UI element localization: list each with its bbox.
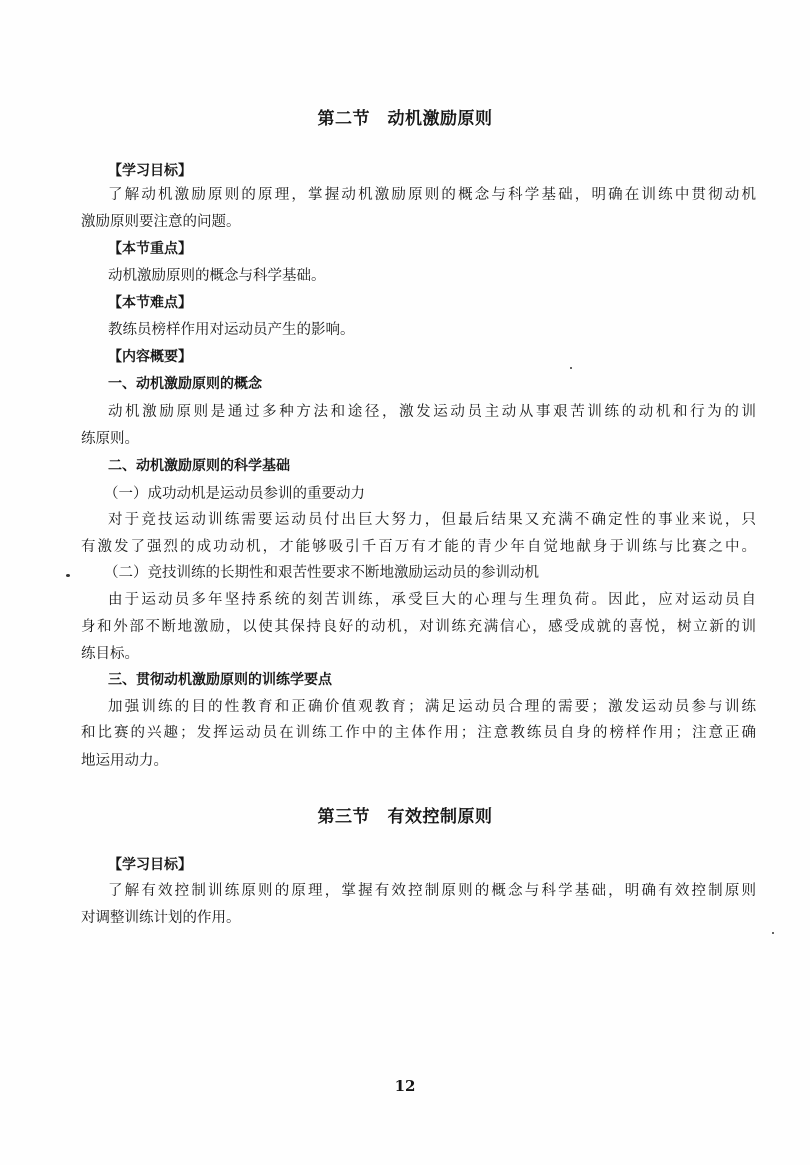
paragraph-line: 和比赛的兴趣；发挥运动员在训练工作中的主体作用；注意教练员自身的榜样作用；注意正确 xyxy=(81,725,756,741)
subheading-1: 一、动机激励原则的概念 xyxy=(108,376,262,392)
paragraph-line: 练原则。 xyxy=(81,431,139,447)
paragraph-line: 由于运动员多年坚持系统的刻苦训练，承受巨大的心理与生理负荷。因此，应对运动员自 xyxy=(108,592,756,608)
subheading-2: 二、动机激励原则的科学基础 xyxy=(108,458,290,474)
objective-text-line: 激励原则要注意的问题。 xyxy=(81,214,241,230)
scan-speck xyxy=(66,574,70,577)
objective-text-line: 对调整训练计划的作用。 xyxy=(81,910,241,926)
objective-heading: 【学习目标】 xyxy=(108,163,192,179)
sub-subheading-1: （一）成功动机是运动员参训的重要动力 xyxy=(104,486,365,502)
scan-speck xyxy=(570,367,572,369)
paragraph-line: 加强训练的目的性教育和正确价值观教育；满足运动员合理的需要；激发运动员参与训练 xyxy=(108,699,756,715)
paragraph-line: 对于竞技运动训练需要运动员付出巨大努力，但最后结果又充满不确定性的事业来说，只 xyxy=(108,512,756,528)
section-title-3: 第三节 有效控制原则 xyxy=(317,807,493,827)
summary-heading: 【内容概要】 xyxy=(108,349,192,365)
paragraph-line: 有激发了强烈的成功动机，才能够吸引千百万有才能的青少年自觉地献身于训练与比赛之中。 xyxy=(81,539,756,555)
paragraph-line: 动机激励原则是通过多种方法和途径，激发运动员主动从事艰苦训练的动机和行为的训 xyxy=(108,404,756,420)
objective-text-line: 了解动机激励原则的原理，掌握动机激励原则的概念与科学基础，明确在训练中贯彻动机 xyxy=(108,187,756,203)
difficulty-text: 教练员榜样作用对运动员产生的影响。 xyxy=(108,322,355,338)
subheading-3: 三、贯彻动机激励原则的训练学要点 xyxy=(108,672,332,688)
paragraph-line: 地运用动力。 xyxy=(81,753,168,769)
sub-subheading-2: （二）竞技训练的长期性和艰苦性要求不断地激励运动员的参训动机 xyxy=(104,565,539,581)
paragraph-line: 身和外部不断地激励，以使其保持良好的动机，对训练充满信心，感受成就的喜悦，树立新的训 xyxy=(81,619,756,635)
key-point-text: 动机激励原则的概念与科学基础。 xyxy=(108,268,326,284)
page-number: 12 xyxy=(394,1077,416,1095)
key-point-heading: 【本节重点】 xyxy=(108,241,192,257)
difficulty-heading: 【本节难点】 xyxy=(108,295,192,311)
objective-text-line: 了解有效控制训练原则的原理，掌握有效控制原则的概念与科学基础，明确有效控制原则 xyxy=(108,883,756,899)
section-title-2: 第二节 动机激励原则 xyxy=(317,109,493,129)
paragraph-line: 练目标。 xyxy=(81,646,139,662)
objective-heading: 【学习目标】 xyxy=(108,857,192,873)
scan-speck xyxy=(772,932,774,934)
